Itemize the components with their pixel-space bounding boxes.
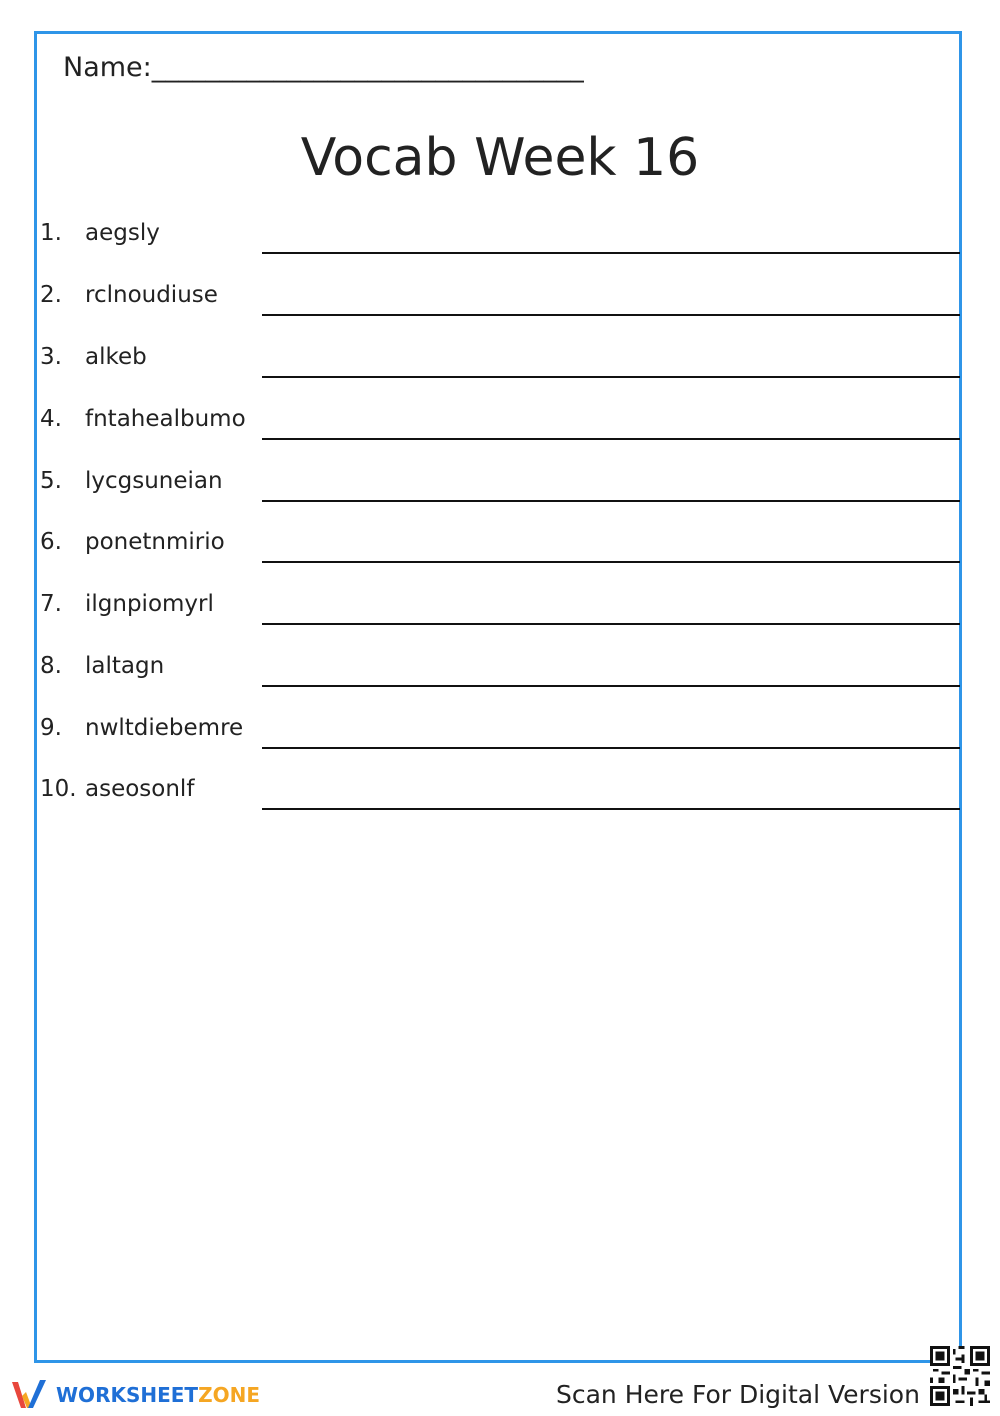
list-item xyxy=(40,220,962,260)
scrambled-word: aseosonlf xyxy=(85,776,195,802)
answer-line[interactable] xyxy=(262,808,960,810)
item-number: 2. xyxy=(40,282,62,308)
item-number: 5. xyxy=(40,468,62,494)
item-number: 8. xyxy=(40,653,62,679)
answer-line[interactable] xyxy=(262,500,960,502)
item-number: 9. xyxy=(40,715,62,741)
item-number: 3. xyxy=(40,344,62,370)
answer-line[interactable] xyxy=(262,561,960,563)
scrambled-word: aegsly xyxy=(85,220,160,246)
worksheetzone-logo-icon xyxy=(10,1378,52,1412)
scrambled-word: nwltdiebemre xyxy=(85,715,244,741)
item-number: 10. xyxy=(40,776,77,802)
item-number: 6. xyxy=(40,529,62,555)
scrambled-word: laltagn xyxy=(85,653,165,679)
answer-line[interactable] xyxy=(262,747,960,749)
name-field-label: Name:________________________________ xyxy=(63,52,584,83)
answer-line[interactable] xyxy=(262,252,960,254)
list-item xyxy=(40,776,962,816)
scrambled-word: fntahealbumo xyxy=(85,406,246,432)
answer-line[interactable] xyxy=(262,685,960,687)
list-item xyxy=(40,344,962,384)
page-title: Vocab Week 16 xyxy=(300,128,700,188)
item-number: 4. xyxy=(40,406,62,432)
list-item xyxy=(40,468,962,508)
item-number: 7. xyxy=(40,591,62,617)
brand-name: WORKSHEETZONE xyxy=(56,1383,260,1407)
item-number: 1. xyxy=(40,220,62,246)
answer-line[interactable] xyxy=(262,376,960,378)
qr-code-icon[interactable] xyxy=(930,1346,990,1406)
scrambled-word: alkeb xyxy=(85,344,147,370)
list-item xyxy=(40,529,962,569)
list-item xyxy=(40,406,962,446)
answer-line[interactable] xyxy=(262,623,960,625)
list-item xyxy=(40,282,962,322)
scrambled-word: rclnoudiuse xyxy=(85,282,218,308)
scrambled-word: ilgnpiomyrl xyxy=(85,591,214,617)
list-item xyxy=(40,653,962,693)
brand-logo[interactable] xyxy=(10,1378,260,1412)
list-item xyxy=(40,591,962,631)
answer-line[interactable] xyxy=(262,438,960,440)
scrambled-word: lycgsuneian xyxy=(85,468,223,494)
answer-line[interactable] xyxy=(262,314,960,316)
scan-instruction: Scan Here For Digital Version xyxy=(556,1380,920,1409)
scrambled-word: ponetnmirio xyxy=(85,529,225,555)
list-item xyxy=(40,715,962,755)
